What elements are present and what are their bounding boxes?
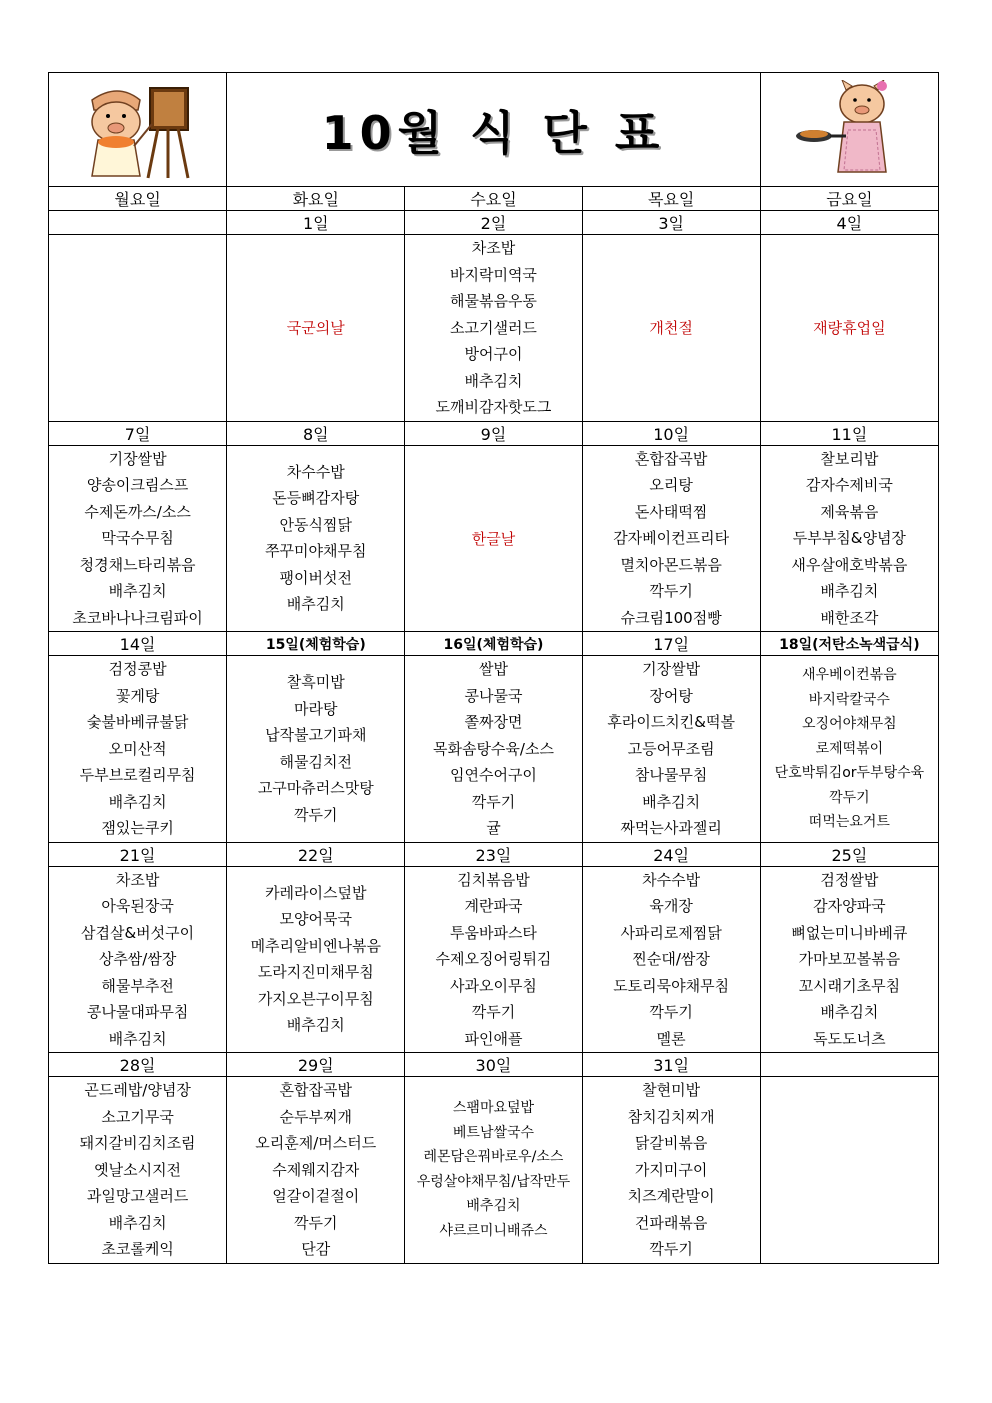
menu-item: 초코바나나크림파이: [72, 608, 203, 627]
menu-item: 배추김치: [108, 1213, 167, 1232]
day-cell: [227, 656, 405, 843]
menu-item: 참나물무침: [634, 766, 708, 784]
weekday-header: 월요일: [49, 187, 227, 211]
menu-item: 후라이드치킨&떡볼: [607, 713, 735, 731]
menu-item: 해물볶음우동: [449, 292, 537, 310]
menu-items: [49, 867, 226, 1053]
menu-item: 두부브로컬리무침: [79, 766, 196, 784]
menu-item: 잼있는쿠키: [101, 819, 174, 837]
day-cell: [49, 1077, 227, 1264]
menu-table: [48, 72, 939, 1264]
menu-item: 새우베이컨볶음: [802, 667, 897, 683]
date-cell: 30일: [405, 1053, 582, 1077]
holiday-label: 재량휴업일: [813, 319, 886, 338]
date-cell: 8일: [227, 421, 405, 445]
date-row: [49, 1053, 939, 1077]
menu-item: 수제오징어링튀김: [435, 950, 552, 968]
menu-item: 삼겹살&버섯구이: [81, 923, 195, 942]
menu-item: 감자베이컨프리타: [613, 529, 730, 547]
menu-item: 혼합잡곡밥: [279, 1081, 352, 1099]
menu-item: 새우살애호박볶음: [791, 555, 908, 574]
menu-item: 돼지갈비김치조림: [79, 1134, 196, 1152]
date-cell: 24일: [582, 842, 760, 866]
menu-item: 깍두기: [649, 1240, 693, 1258]
menu-item: 배추김치: [642, 792, 701, 811]
day-cell: [760, 445, 938, 632]
menu-item: 팽이버섯전: [279, 568, 352, 587]
menu-item: 도깨비감자핫도그: [435, 398, 552, 416]
menu-item: 기장쌀밥: [642, 660, 701, 678]
menu-items: [761, 446, 938, 632]
menu-item: 혼합잡곡밥: [634, 449, 708, 468]
menu-item: 모양어묵국: [279, 910, 352, 929]
menu-item: 독도도너츠: [813, 1029, 886, 1048]
menu-item: 깍두기: [649, 1003, 693, 1021]
menu-item: 뼈없는미니바베큐: [791, 923, 908, 942]
menu-item: 검정콩밥: [108, 660, 167, 678]
menu-items: [405, 235, 581, 421]
day-cell: [582, 445, 760, 632]
menu-item: 짜먹는사과젤리: [620, 819, 722, 837]
menu-items: [49, 446, 226, 632]
menu-item: 가마보꼬볼볶음: [798, 950, 901, 968]
menu-item: 목화솜탕수육/소스: [432, 739, 554, 758]
pig-painter-cell: [49, 73, 227, 187]
holiday-label: 한글날: [471, 529, 516, 548]
menu-item: 양송이크림스프: [86, 476, 189, 494]
day-cell: [760, 235, 938, 422]
menu-item: 찰흑미밥: [286, 673, 345, 692]
menu-item: 수제웨지감자: [272, 1160, 360, 1179]
meal-row: [49, 656, 939, 843]
date-cell: 11일: [760, 421, 938, 445]
menu-item: 얼갈이겉절이: [272, 1187, 360, 1205]
menu-item: 초코롤케익: [101, 1240, 174, 1258]
day-cell: [405, 235, 582, 422]
menu-item: 순두부찌개: [279, 1107, 352, 1126]
menu-item: 방어구이: [464, 345, 523, 363]
menu-item: 아욱된장국: [101, 897, 174, 915]
menu-item: 배추김치: [108, 1029, 167, 1048]
menu-items: [49, 656, 226, 842]
menu-item: 소고기무국: [101, 1107, 174, 1126]
menu-item: 꼬시래기초무침: [798, 976, 901, 995]
menu-item: 깍두기: [294, 805, 338, 824]
date-cell: 2일: [405, 211, 582, 235]
menu-item: 해물김치전: [279, 752, 352, 771]
date-cell: 15일(체험학습): [227, 632, 405, 656]
date-row: [49, 632, 939, 656]
menu-item: 레몬담은꿔바로우/소스: [423, 1149, 564, 1166]
menu-item: 배한조각: [820, 608, 879, 627]
header-row: [49, 73, 939, 187]
menu-item: 배추김치: [108, 792, 167, 811]
date-cell: 4일: [760, 211, 938, 235]
pig-painter-icon: [78, 80, 198, 180]
date-cell: 29일: [227, 1053, 405, 1077]
menu-item: 가지오븐구이무침: [257, 989, 374, 1008]
menu-item: 배추김치: [464, 371, 523, 390]
menu-item: 납작불고기파채: [265, 726, 367, 745]
date-cell: 18일(저탄소녹색급식): [760, 632, 938, 656]
date-cell: 1일: [227, 211, 405, 235]
day-cell: [49, 656, 227, 843]
menu-item: 배추김치: [108, 582, 167, 600]
menu-items: [227, 1077, 404, 1263]
day-cell: [227, 1077, 405, 1264]
menu-item: 상추쌈/쌈장: [98, 950, 177, 968]
day-cell: [582, 656, 760, 843]
menu-item: 로제떡볶이: [815, 740, 884, 757]
weeks-body: [49, 211, 939, 1264]
date-cell: 3일: [582, 211, 760, 235]
menu-item: 과일망고샐러드: [86, 1187, 189, 1205]
menu-item: 장어탕: [649, 686, 693, 705]
menu-item: 멜론: [656, 1029, 686, 1048]
menu-item: 사파리로제찜닭: [620, 923, 722, 942]
date-cell: 23일: [405, 842, 582, 866]
menu-item: 샤르르미니배쥬스: [439, 1222, 548, 1239]
title-cell: [227, 73, 761, 187]
menu-item: 제육볶음: [820, 502, 879, 521]
menu-items: [405, 867, 581, 1053]
menu-item: 차수수밥: [286, 462, 345, 481]
date-cell: 10일: [582, 421, 760, 445]
date-cell: 22일: [227, 842, 405, 866]
menu-item: 스팸마요덮밥: [452, 1100, 535, 1117]
meal-row: [49, 445, 939, 632]
menu-item: 곤드레밥/양념장: [84, 1081, 191, 1099]
menu-item: 가지미구이: [634, 1160, 708, 1179]
menu-item: 떠먹는요거트: [808, 814, 890, 830]
holiday-label: 개천절: [649, 319, 693, 338]
date-cell: 21일: [49, 842, 227, 866]
menu-item: 고등어무조림: [627, 739, 715, 758]
date-cell: [760, 1053, 938, 1077]
weekday-header: 수요일: [405, 187, 582, 211]
menu-item: 사과오이무침: [449, 976, 537, 995]
day-cell: [760, 1077, 938, 1264]
date-cell: 28일: [49, 1053, 227, 1077]
day-cell: [760, 656, 938, 843]
menu-item: 투움바파스타: [449, 923, 537, 942]
menu-item: 돈등뼈감자탕: [272, 489, 360, 508]
menu-item: 찰보리밥: [820, 449, 879, 468]
date-row: [49, 211, 939, 235]
menu-item: 계란파국: [464, 897, 523, 915]
day-cell: [49, 866, 227, 1053]
date-cell: [49, 211, 227, 235]
menu-item: 귤: [486, 819, 501, 837]
menu-items: [761, 867, 938, 1053]
date-cell: 25일: [760, 842, 938, 866]
menu-item: 단호박튀김or두부탕수육: [774, 765, 925, 781]
pig-cook-icon: [794, 80, 904, 180]
menu-item: 소고기샐러드: [449, 318, 537, 337]
date-cell: 16일(체험학습): [405, 632, 582, 656]
menu-item: 바지락미역국: [449, 265, 537, 284]
menu-item: 깍두기: [471, 792, 516, 811]
menu-item: 단감: [301, 1240, 331, 1258]
day-cell: [49, 235, 227, 422]
menu-item: 임연수어구이: [449, 766, 537, 784]
date-cell: 9일: [405, 421, 582, 445]
meal-row: [49, 235, 939, 422]
day-cell: [405, 1077, 582, 1264]
day-cell: [582, 1077, 760, 1264]
menu-item: 두부부침&양념장: [792, 529, 906, 547]
date-row: [49, 842, 939, 866]
menu-item: 숯불바베큐불닭: [86, 713, 189, 731]
menu-item: 파인애플: [464, 1029, 523, 1048]
date-cell: 31일: [582, 1053, 760, 1077]
menu-item: 깍두기: [829, 789, 870, 806]
menu-item: 김치볶음밥: [457, 870, 530, 889]
menu-items: [583, 446, 760, 632]
date-cell: 14일: [49, 632, 227, 656]
menu-items: [583, 656, 760, 842]
menu-items: [405, 656, 581, 842]
menu-item: 육개장: [649, 897, 693, 915]
menu-item: 깍두기: [649, 582, 693, 600]
menu-item: 꽃게탕: [115, 686, 160, 705]
menu-item: 치즈계란말이: [627, 1187, 715, 1205]
date-cell: 7일: [49, 421, 227, 445]
menu-item: 해물부추전: [101, 976, 174, 995]
date-row: [49, 421, 939, 445]
menu-items: [761, 663, 938, 835]
menu-item: 안동식찜닭: [279, 515, 352, 534]
menu-item: 수제돈까스/소스: [84, 502, 191, 521]
menu-item: 슈크림100점빵: [620, 608, 722, 627]
day-cell: [227, 235, 405, 422]
menu-item: 우렁살야채무침/납작만두: [416, 1173, 571, 1190]
menu-item: 차조밥: [115, 870, 160, 889]
menu-item: 오리훈제/머스터드: [255, 1134, 377, 1152]
menu-items: [583, 867, 760, 1053]
weekday-row: [49, 187, 939, 211]
menu-item: 도토리묵야채무침: [613, 976, 730, 995]
menu-item: 쫄짜장면: [464, 713, 523, 731]
menu-item: 마라탕: [294, 699, 338, 718]
pig-cook-cell: [760, 73, 938, 187]
menu-item: 메추리알비엔나볶음: [250, 936, 381, 955]
menu-items: [49, 1077, 226, 1263]
menu-items: [227, 459, 404, 618]
weekday-header: 목요일: [582, 187, 760, 211]
menu-item: 검정쌀밥: [820, 870, 879, 889]
menu-item: 바지락칼국수: [808, 691, 890, 708]
weekday-header: 금요일: [760, 187, 938, 211]
menu-items: [227, 669, 404, 828]
menu-item: 옛날소시지전: [94, 1160, 182, 1179]
menu-item: 오징어야채무침: [802, 716, 897, 732]
menu-item: 찐순대/쌈장: [632, 950, 710, 968]
menu-item: 배추김치: [820, 582, 879, 600]
day-cell: [227, 445, 405, 632]
menu-item: 배추김치: [286, 595, 345, 614]
menu-item: 쭈꾸미야채무침: [265, 542, 367, 561]
holiday-label: 국군의날: [286, 319, 345, 338]
menu-item: 고구마츄러스맛탕: [257, 779, 374, 798]
day-cell: [760, 866, 938, 1053]
menu-item: 배추김치: [466, 1198, 521, 1215]
menu-item: 오리탕: [649, 476, 693, 494]
day-cell: [582, 235, 760, 422]
menu-item: 막국수무침: [101, 529, 174, 547]
date-cell: 17일: [582, 632, 760, 656]
menu-item: 감자양파국: [813, 897, 886, 915]
menu-items: [583, 1077, 760, 1263]
day-cell: [582, 866, 760, 1053]
menu-item: 카레라이스덮밥: [265, 883, 367, 902]
menu-items: [405, 1096, 581, 1243]
day-cell: [405, 445, 582, 632]
menu-item: 찰현미밥: [642, 1081, 701, 1099]
day-cell: [227, 866, 405, 1053]
menu-item: 차조밥: [471, 239, 516, 257]
menu-item: 도라지진미채무침: [257, 963, 374, 982]
menu-item: 닭갈비볶음: [634, 1134, 708, 1152]
menu-items: [227, 880, 404, 1039]
page-title: 10월 식 단 표: [321, 105, 666, 160]
menu-item: 기장쌀밥: [108, 449, 167, 468]
menu-item: 깍두기: [294, 1213, 338, 1232]
menu-item: 배추김치: [286, 1016, 345, 1035]
day-cell: [405, 656, 582, 843]
menu-item: 콩나물국: [464, 686, 523, 705]
menu-item: 콩나물대파무침: [86, 1003, 189, 1021]
menu-item: 오미산적: [108, 739, 167, 758]
day-cell: [49, 445, 227, 632]
meal-row: [49, 866, 939, 1053]
menu-item: 쌀밥: [478, 660, 508, 678]
weekday-header: 화요일: [227, 187, 405, 211]
menu-item: 청경채느타리볶음: [79, 555, 196, 574]
menu-item: 돈사태떡찜: [634, 502, 708, 521]
menu-item: 깍두기: [471, 1003, 516, 1021]
menu-item: 배추김치: [820, 1003, 879, 1021]
menu-item: 참치김치찌개: [627, 1107, 715, 1126]
meal-row: [49, 1077, 939, 1264]
menu-item: 건파래볶음: [634, 1213, 708, 1232]
menu-item: 베트남쌀국수: [452, 1124, 535, 1141]
day-cell: [405, 866, 582, 1053]
menu-item: 멸치아몬드볶음: [620, 555, 722, 574]
menu-item: 차수수밥: [642, 870, 701, 889]
menu-item: 감자수제비국: [805, 476, 893, 494]
